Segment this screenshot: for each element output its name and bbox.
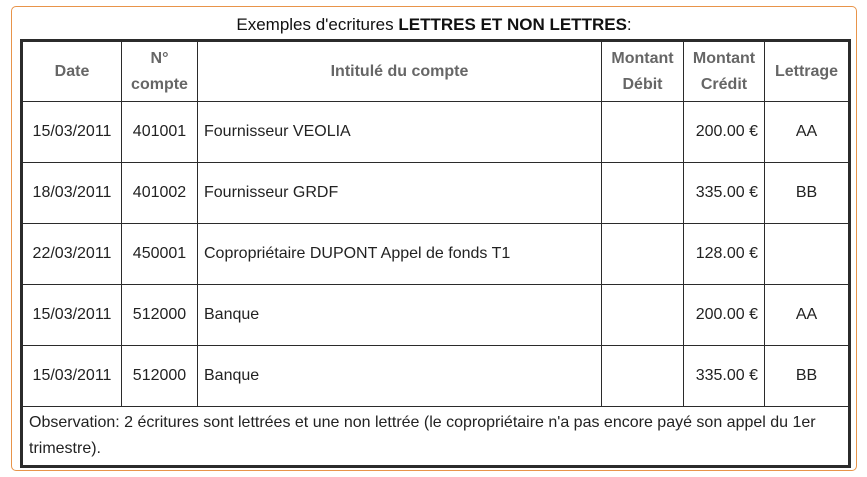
cell-account-label: Banque [198,285,601,345]
table-row [23,163,848,223]
cell-date: 15/03/2011 [23,285,121,345]
table-caption [11,14,857,36]
cell-debit [602,224,683,284]
cell-lettering: AA [765,285,848,345]
cell-credit: 128.00 € [684,224,764,284]
cell-date: 18/03/2011 [23,163,121,223]
cell-date: 15/03/2011 [23,346,121,406]
cell-lettering: BB [765,346,848,406]
header-lettering: Lettrage [765,42,848,101]
header-row [23,42,848,101]
ledger-table [20,39,851,468]
cell-date: 15/03/2011 [23,102,121,162]
header-account-number: N° compte [122,42,197,101]
header-credit: Montant Crédit [684,42,764,101]
cell-debit [602,102,683,162]
cell-account-number: 512000 [122,285,197,345]
header-debit: Montant Débit [602,42,683,101]
cell-lettering: AA [765,102,848,162]
cell-account-label: Fournisseur GRDF [198,163,601,223]
cell-account-number: 512000 [122,346,197,406]
table-row [23,285,848,345]
cell-lettering [765,224,848,284]
cell-account-label: Fournisseur VEOLIA [198,102,601,162]
cell-debit [602,346,683,406]
table-row [23,224,848,284]
cell-credit: 200.00 € [684,102,764,162]
caption-prefix: Exemples d'ecritures [236,15,399,34]
cell-credit: 335.00 € [684,346,764,406]
observation-row [23,407,848,465]
header-date: Date [23,42,121,101]
cell-account-number: 401001 [122,102,197,162]
header-account-label: Intitulé du compte [198,42,601,101]
cell-credit: 335.00 € [684,163,764,223]
cell-debit [602,285,683,345]
cell-lettering: BB [765,163,848,223]
caption-bold: LETTRES ET NON LETTRES [398,15,627,34]
cell-account-number: 401002 [122,163,197,223]
cell-account-label: Copropriétaire DUPONT Appel de fonds T1 [198,224,601,284]
table-row [23,346,848,406]
cell-debit [602,163,683,223]
cell-credit: 200.00 € [684,285,764,345]
table-row [23,102,848,162]
observation-note: Observation: 2 écritures sont lettrées et une non lettrée (le copropriétaire n'a pas encore payé son appel du 1er trimestre). [23,407,848,465]
caption-suffix: : [626,15,632,34]
cell-date: 22/03/2011 [23,224,121,284]
cell-account-label: Banque [198,346,601,406]
cell-account-number: 450001 [122,224,197,284]
